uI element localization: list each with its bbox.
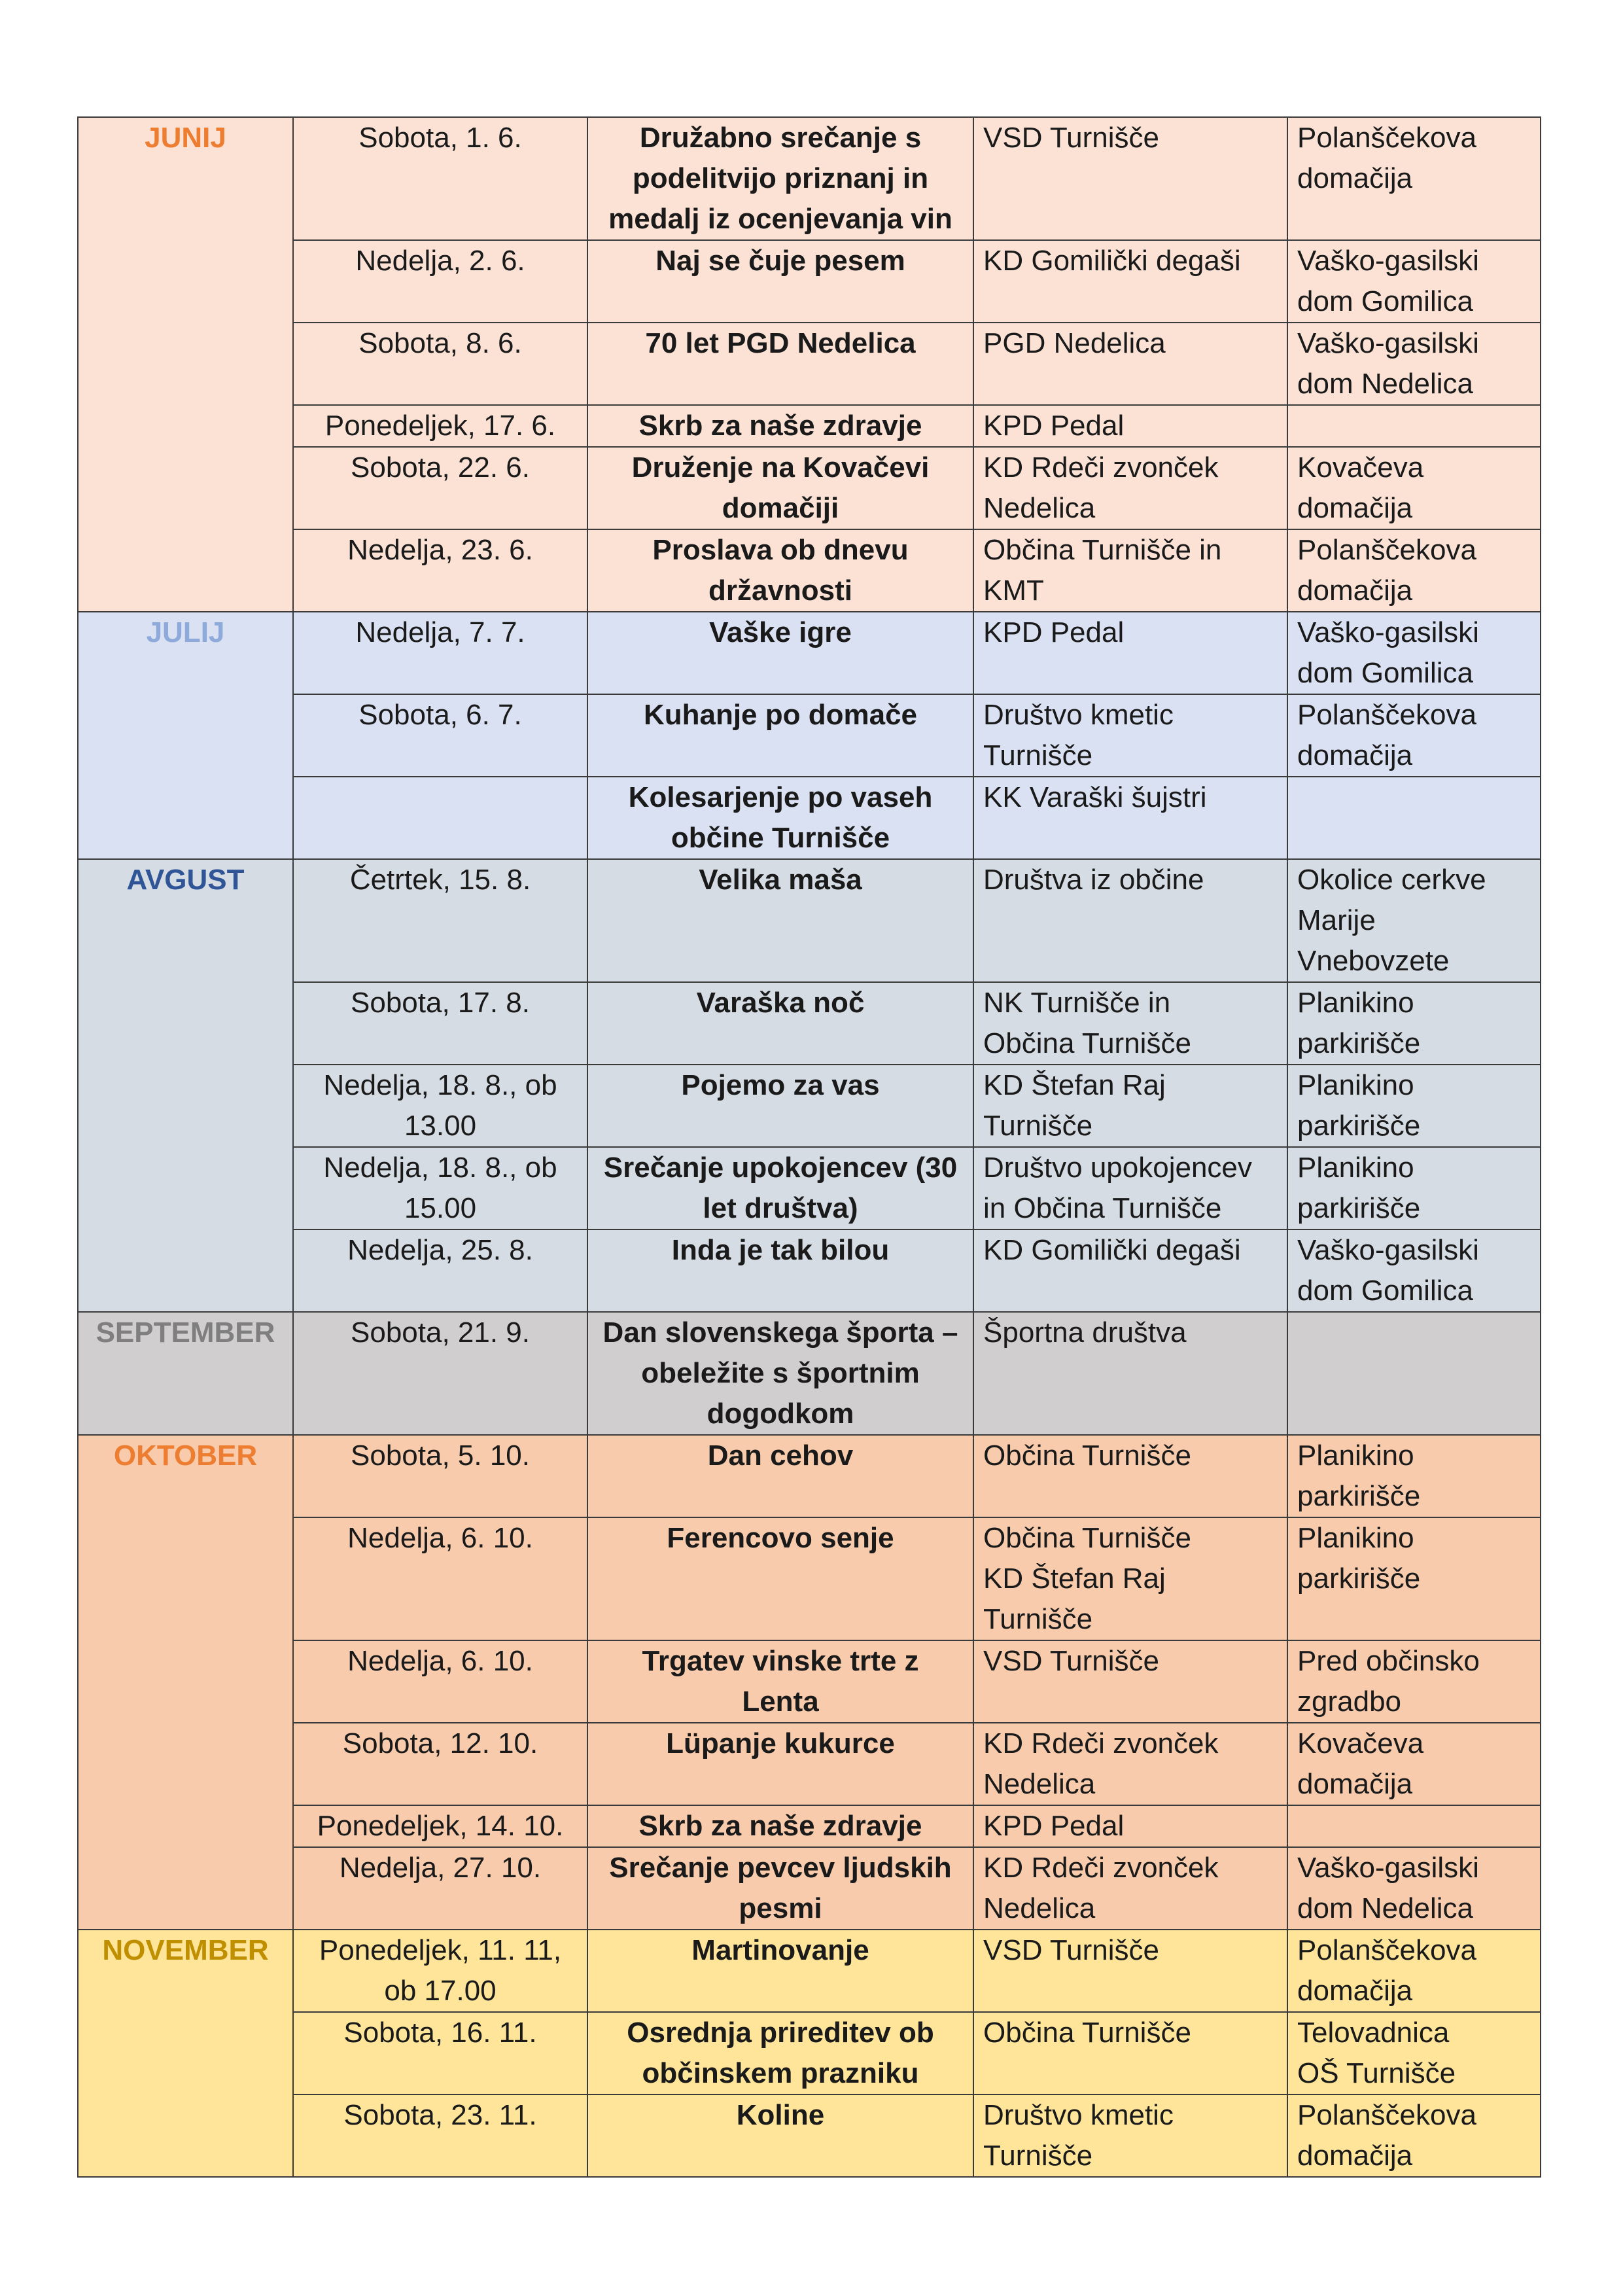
cell-text-line: Skrb za naše zdravje bbox=[638, 410, 922, 442]
event-row bbox=[78, 1065, 1541, 1147]
event-date-cell bbox=[293, 1805, 587, 1847]
cell-text-line: dom Gomilica bbox=[1297, 285, 1473, 317]
cell-text-line: KD Štefan Raj bbox=[983, 1563, 1166, 1595]
cell-text-line: VSD Turnišče bbox=[983, 1645, 1159, 1677]
event-row bbox=[78, 323, 1541, 405]
event-venue-cell bbox=[1287, 2094, 1541, 2177]
event-date-cell bbox=[293, 2094, 587, 2177]
cell-text-line: Polanščekova bbox=[1297, 534, 1476, 566]
cell-text-line: Vaško-gasilski bbox=[1297, 1852, 1479, 1884]
event-name-cell bbox=[587, 117, 973, 240]
cell-text-line: Planikino bbox=[1297, 1439, 1414, 1472]
month-label: JULIJ bbox=[78, 612, 293, 859]
cell-text-line: KPD Pedal bbox=[983, 410, 1125, 442]
event-date-cell bbox=[293, 1930, 587, 2012]
event-date-cell bbox=[293, 1723, 587, 1805]
cell-text-line: NK Turnišče in bbox=[983, 987, 1171, 1019]
cell-text-line: Srečanje upokojencev (30 bbox=[603, 1152, 958, 1184]
cell-text-line: dom Gomilica bbox=[1297, 657, 1473, 689]
cell-text-line: parkirišče bbox=[1297, 1480, 1421, 1512]
cell-text-line: Kuhanje po domače bbox=[643, 699, 918, 731]
event-name-cell bbox=[587, 2012, 973, 2094]
cell-text-line: pesmi bbox=[739, 1892, 822, 1924]
cell-text-line: Nedelja, 27. 10. bbox=[339, 1852, 542, 1884]
event-date-cell bbox=[293, 447, 587, 529]
cell-text-line: podelitvijo priznanj in bbox=[632, 162, 929, 194]
event-date-cell bbox=[293, 1312, 587, 1435]
cell-text-line: domačiji bbox=[722, 492, 839, 524]
cell-text-line: domačija bbox=[1297, 739, 1413, 771]
event-date-cell bbox=[293, 1065, 587, 1147]
cell-text-line: Dan cehov bbox=[707, 1439, 854, 1472]
event-venue-cell bbox=[1287, 1930, 1541, 2012]
cell-text-line: Nedelica bbox=[983, 492, 1096, 524]
event-name-cell bbox=[587, 1312, 973, 1435]
event-organizer-cell bbox=[973, 1435, 1287, 1517]
event-name-cell bbox=[587, 2094, 973, 2177]
event-row bbox=[78, 405, 1541, 447]
cell-text-line: Srečanje pevcev ljudskih bbox=[609, 1852, 952, 1884]
cell-text-line: Sobota, 12. 10. bbox=[342, 1727, 538, 1759]
cell-text-line: občine Turnišče bbox=[671, 822, 890, 854]
event-row bbox=[78, 1147, 1541, 1229]
cell-text-line: 13.00 bbox=[404, 1110, 477, 1142]
cell-text-line: Kovačeva bbox=[1297, 451, 1424, 484]
cell-text-line: Vaško-gasilski bbox=[1297, 616, 1479, 648]
cell-text-line: Vaško-gasilski bbox=[1297, 327, 1479, 359]
cell-text-line: Vaške igre bbox=[709, 616, 852, 648]
event-venue-cell bbox=[1287, 982, 1541, 1065]
event-venue-cell bbox=[1287, 529, 1541, 612]
event-venue-cell bbox=[1287, 240, 1541, 323]
cell-text-line: Ponedeljek, 17. 6. bbox=[324, 410, 556, 442]
event-row bbox=[78, 1723, 1541, 1805]
cell-text-line: Inda je tak bilou bbox=[671, 1234, 890, 1266]
cell-text-line: Dan slovenskega športa – bbox=[602, 1316, 958, 1349]
event-date-cell bbox=[293, 1517, 587, 1640]
event-name-cell bbox=[587, 1805, 973, 1847]
event-date-cell bbox=[293, 117, 587, 240]
event-venue-cell bbox=[1287, 405, 1541, 447]
cell-text-line: Druženje na Kovačevi bbox=[631, 451, 930, 484]
cell-text-line: Okolice cerkve bbox=[1297, 864, 1486, 896]
event-date-cell bbox=[293, 240, 587, 323]
cell-text-line: Vaško-gasilski bbox=[1297, 245, 1479, 277]
cell-text-line: Marije bbox=[1297, 904, 1376, 936]
event-row bbox=[78, 1805, 1541, 1847]
event-name-cell bbox=[587, 323, 973, 405]
event-venue-cell bbox=[1287, 1517, 1541, 1640]
event-name-cell bbox=[587, 1147, 973, 1229]
cell-text-line: VSD Turnišče bbox=[983, 1934, 1159, 1966]
cell-text-line: Občina Turnišče bbox=[983, 1027, 1191, 1059]
event-row bbox=[78, 1640, 1541, 1723]
event-row bbox=[78, 240, 1541, 323]
cell-text-line: Proslava ob dnevu bbox=[652, 534, 909, 566]
cell-text-line: Planikino bbox=[1297, 1069, 1414, 1101]
event-organizer-cell bbox=[973, 2094, 1287, 2177]
event-date-cell bbox=[293, 612, 587, 694]
event-row bbox=[78, 1930, 1541, 2012]
event-organizer-cell bbox=[973, 612, 1287, 694]
cell-text-line: domačija bbox=[1297, 2140, 1413, 2172]
event-name-cell bbox=[587, 982, 973, 1065]
event-organizer-cell bbox=[973, 1930, 1287, 2012]
event-venue-cell bbox=[1287, 777, 1541, 859]
cell-text-line: Planikino bbox=[1297, 987, 1414, 1019]
event-name-cell bbox=[587, 1229, 973, 1312]
cell-text-line: parkirišče bbox=[1297, 1027, 1421, 1059]
cell-text-line: KD Gomilički degaši bbox=[983, 1234, 1241, 1266]
cell-text-line: Velika maša bbox=[699, 864, 862, 896]
event-name-cell bbox=[587, 240, 973, 323]
event-date-cell bbox=[293, 1147, 587, 1229]
event-name-cell bbox=[587, 859, 973, 982]
event-organizer-cell bbox=[973, 405, 1287, 447]
event-organizer-cell bbox=[973, 1847, 1287, 1930]
cell-text-line: Osrednja prireditev ob bbox=[627, 2017, 934, 2049]
event-date-cell bbox=[293, 529, 587, 612]
cell-text-line: Sobota, 5. 10. bbox=[351, 1439, 530, 1472]
event-venue-cell bbox=[1287, 1723, 1541, 1805]
cell-text-line: Sobota, 21. 9. bbox=[351, 1316, 530, 1349]
event-date-cell bbox=[293, 982, 587, 1065]
events-table bbox=[77, 116, 1541, 2178]
event-name-cell bbox=[587, 694, 973, 777]
cell-text-line: Nedelja, 23. 6. bbox=[347, 534, 533, 566]
event-name-cell bbox=[587, 1435, 973, 1517]
event-row bbox=[78, 612, 1541, 694]
cell-text-line: Naj se čuje pesem bbox=[655, 245, 905, 277]
cell-text-line: Četrtek, 15. 8. bbox=[349, 864, 531, 896]
event-name-cell bbox=[587, 1065, 973, 1147]
event-row bbox=[78, 529, 1541, 612]
cell-text-line: Nedelja, 6. 10. bbox=[347, 1645, 533, 1677]
cell-text-line: dogodkom bbox=[707, 1398, 854, 1430]
cell-text-line: Nedelica bbox=[983, 1892, 1096, 1924]
cell-text-line: let društva) bbox=[703, 1192, 858, 1224]
cell-text-line: Polanščekova bbox=[1297, 699, 1476, 731]
event-organizer-cell bbox=[973, 694, 1287, 777]
cell-text-line: Sobota, 16. 11. bbox=[343, 2017, 537, 2049]
event-venue-cell bbox=[1287, 694, 1541, 777]
event-organizer-cell bbox=[973, 1640, 1287, 1723]
cell-text-line: VSD Turnišče bbox=[983, 122, 1159, 154]
cell-text-line: Občina Turnišče bbox=[983, 2017, 1191, 2049]
event-date-cell bbox=[293, 694, 587, 777]
cell-text-line: parkirišče bbox=[1297, 1110, 1421, 1142]
cell-text-line: Varaška noč bbox=[696, 987, 865, 1019]
cell-text-line: Sobota, 23. 11. bbox=[343, 2099, 537, 2131]
cell-text-line: Društvo kmetic bbox=[983, 2099, 1174, 2131]
cell-text-line: Polanščekova bbox=[1297, 1934, 1476, 1966]
cell-text-line: Nedelja, 18. 8., ob bbox=[323, 1069, 557, 1101]
event-row bbox=[78, 777, 1541, 859]
event-name-cell bbox=[587, 1517, 973, 1640]
cell-text-line: Turnišče bbox=[983, 739, 1093, 771]
cell-text-line: Kolesarjenje po vaseh bbox=[628, 781, 933, 813]
cell-text-line: Turnišče bbox=[983, 1603, 1093, 1635]
cell-text-line: OŠ Turnišče bbox=[1297, 2057, 1456, 2089]
event-row bbox=[78, 1847, 1541, 1930]
event-organizer-cell bbox=[973, 777, 1287, 859]
event-row bbox=[78, 1435, 1541, 1517]
cell-text-line: Martinovanje bbox=[691, 1934, 869, 1966]
cell-text-line: obeležite s športnim bbox=[641, 1357, 920, 1389]
cell-text-line: Vnebovzete bbox=[1297, 945, 1450, 977]
events-table-body bbox=[78, 117, 1541, 2177]
cell-text-line: Sobota, 22. 6. bbox=[351, 451, 530, 484]
cell-text-line: Koline bbox=[736, 2099, 825, 2131]
event-organizer-cell bbox=[973, 1723, 1287, 1805]
cell-text-line: Nedelja, 7. 7. bbox=[355, 616, 525, 648]
event-venue-cell bbox=[1287, 612, 1541, 694]
event-row bbox=[78, 859, 1541, 982]
cell-text-line: Društvo kmetic bbox=[983, 699, 1174, 731]
cell-text-line: Trgatev vinske trte z bbox=[642, 1645, 919, 1677]
event-name-cell bbox=[587, 1930, 973, 2012]
cell-text-line: parkirišče bbox=[1297, 1192, 1421, 1224]
event-row bbox=[78, 982, 1541, 1065]
cell-text-line: Občina Turnišče bbox=[983, 1439, 1191, 1472]
cell-text-line: KD Rdeči zvonček bbox=[983, 451, 1219, 484]
event-organizer-cell bbox=[973, 117, 1287, 240]
cell-text-line: ob 17.00 bbox=[384, 1975, 497, 2007]
event-name-cell bbox=[587, 1723, 973, 1805]
cell-text-line: domačija bbox=[1297, 574, 1413, 607]
cell-text-line: Društva iz občine bbox=[983, 864, 1204, 896]
event-organizer-cell bbox=[973, 1147, 1287, 1229]
event-date-cell bbox=[293, 777, 587, 859]
cell-text-line: Društvo upokojencev bbox=[983, 1152, 1252, 1184]
event-venue-cell bbox=[1287, 1805, 1541, 1847]
event-name-cell bbox=[587, 1640, 973, 1723]
cell-text-line: KPD Pedal bbox=[983, 616, 1125, 648]
cell-text-line: Vaško-gasilski bbox=[1297, 1234, 1479, 1266]
cell-text-line: Občina Turnišče in bbox=[983, 534, 1222, 566]
cell-text-line: domačija bbox=[1297, 492, 1413, 524]
event-date-cell bbox=[293, 2012, 587, 2094]
cell-text-line: Turnišče bbox=[983, 1110, 1093, 1142]
cell-text-line: KMT bbox=[983, 574, 1044, 607]
cell-text-line: Nedelja, 6. 10. bbox=[347, 1522, 533, 1554]
event-organizer-cell bbox=[973, 529, 1287, 612]
event-venue-cell bbox=[1287, 1847, 1541, 1930]
event-organizer-cell bbox=[973, 1517, 1287, 1640]
event-name-cell bbox=[587, 447, 973, 529]
event-organizer-cell bbox=[973, 1312, 1287, 1435]
cell-text-line: Polanščekova bbox=[1297, 122, 1476, 154]
month-label: OKTOBER bbox=[78, 1435, 293, 1930]
cell-text-line: Športna društva bbox=[983, 1316, 1187, 1349]
event-venue-cell bbox=[1287, 1435, 1541, 1517]
cell-text-line: KD Gomilički degaši bbox=[983, 245, 1241, 277]
event-organizer-cell bbox=[973, 2012, 1287, 2094]
cell-text-line: Sobota, 17. 8. bbox=[351, 987, 530, 1019]
cell-text-line: Družabno srečanje s bbox=[639, 122, 922, 154]
cell-text-line: občinskem prazniku bbox=[642, 2057, 919, 2089]
event-organizer-cell bbox=[973, 447, 1287, 529]
event-name-cell bbox=[587, 777, 973, 859]
cell-text-line: Ponedeljek, 14. 10. bbox=[317, 1810, 564, 1842]
month-label: JUNIJ bbox=[78, 117, 293, 612]
event-row bbox=[78, 2012, 1541, 2094]
cell-text-line: Sobota, 6. 7. bbox=[358, 699, 522, 731]
cell-text-line: Polanščekova bbox=[1297, 2099, 1476, 2131]
cell-text-line: Nedelica bbox=[983, 1768, 1096, 1800]
month-label: NOVEMBER bbox=[78, 1930, 293, 2177]
cell-text-line: in Občina Turnišče bbox=[983, 1192, 1222, 1224]
event-date-cell bbox=[293, 1640, 587, 1723]
cell-text-line: Nedelja, 25. 8. bbox=[347, 1234, 533, 1266]
cell-text-line: Pojemo za vas bbox=[681, 1069, 880, 1101]
cell-text-line: Planikino bbox=[1297, 1152, 1414, 1184]
cell-text-line: Nedelja, 18. 8., ob bbox=[323, 1152, 557, 1184]
event-name-cell bbox=[587, 1847, 973, 1930]
cell-text-line: KD Rdeči zvonček bbox=[983, 1727, 1219, 1759]
event-venue-cell bbox=[1287, 117, 1541, 240]
cell-text-line: PGD Nedelica bbox=[983, 327, 1166, 359]
event-date-cell bbox=[293, 405, 587, 447]
event-venue-cell bbox=[1287, 1065, 1541, 1147]
cell-text-line: dom Nedelica bbox=[1297, 368, 1474, 400]
event-venue-cell bbox=[1287, 323, 1541, 405]
event-organizer-cell bbox=[973, 982, 1287, 1065]
event-date-cell bbox=[293, 859, 587, 982]
event-venue-cell bbox=[1287, 1229, 1541, 1312]
event-row bbox=[78, 1229, 1541, 1312]
event-name-cell bbox=[587, 612, 973, 694]
event-date-cell bbox=[293, 1847, 587, 1930]
event-name-cell bbox=[587, 405, 973, 447]
cell-text-line: parkirišče bbox=[1297, 1563, 1421, 1595]
cell-text-line: Kovačeva bbox=[1297, 1727, 1424, 1759]
cell-text-line: KD Rdeči zvonček bbox=[983, 1852, 1219, 1884]
cell-text-line: Pred občinsko bbox=[1297, 1645, 1480, 1677]
event-organizer-cell bbox=[973, 859, 1287, 982]
event-venue-cell bbox=[1287, 447, 1541, 529]
event-organizer-cell bbox=[973, 1229, 1287, 1312]
cell-text-line: Telovadnica bbox=[1297, 2017, 1450, 2049]
cell-text-line: KPD Pedal bbox=[983, 1810, 1125, 1842]
cell-text-line: dom Gomilica bbox=[1297, 1275, 1473, 1307]
cell-text-line: Ferencovo senje bbox=[667, 1522, 894, 1554]
cell-text-line: medalj iz ocenjevanja vin bbox=[608, 203, 952, 235]
cell-text-line: državnosti bbox=[708, 574, 853, 607]
event-row bbox=[78, 447, 1541, 529]
event-row bbox=[78, 2094, 1541, 2177]
month-label: AVGUST bbox=[78, 859, 293, 1312]
event-venue-cell bbox=[1287, 859, 1541, 982]
cell-text-line: Lüpanje kukurce bbox=[666, 1727, 895, 1759]
event-venue-cell bbox=[1287, 1147, 1541, 1229]
month-label: SEPTEMBER bbox=[78, 1312, 293, 1435]
event-date-cell bbox=[293, 1435, 587, 1517]
event-date-cell bbox=[293, 1229, 587, 1312]
cell-text-line: KK Varaški šujstri bbox=[983, 781, 1207, 813]
cell-text-line: 70 let PGD Nedelica bbox=[645, 327, 916, 359]
event-organizer-cell bbox=[973, 1065, 1287, 1147]
cell-text-line: Občina Turnišče bbox=[983, 1522, 1191, 1554]
event-organizer-cell bbox=[973, 323, 1287, 405]
cell-text-line: KD Štefan Raj bbox=[983, 1069, 1166, 1101]
cell-text-line: Ponedeljek, 11. 11, bbox=[319, 1934, 562, 1966]
cell-text-line: Skrb za naše zdravje bbox=[638, 1810, 922, 1842]
cell-text-line: zgradbo bbox=[1297, 1686, 1402, 1718]
event-venue-cell bbox=[1287, 1312, 1541, 1435]
event-row bbox=[78, 1517, 1541, 1640]
event-row bbox=[78, 117, 1541, 240]
cell-text-line: Turnišče bbox=[983, 2140, 1093, 2172]
event-row bbox=[78, 694, 1541, 777]
cell-text-line: domačija bbox=[1297, 1768, 1413, 1800]
cell-text-line: Lenta bbox=[742, 1686, 819, 1718]
cell-text-line: Planikino bbox=[1297, 1522, 1414, 1554]
event-row bbox=[78, 1312, 1541, 1435]
event-venue-cell bbox=[1287, 2012, 1541, 2094]
event-organizer-cell bbox=[973, 1805, 1287, 1847]
event-organizer-cell bbox=[973, 240, 1287, 323]
cell-text-line: Sobota, 1. 6. bbox=[358, 122, 522, 154]
cell-text-line: domačija bbox=[1297, 162, 1413, 194]
event-date-cell bbox=[293, 323, 587, 405]
cell-text-line: 15.00 bbox=[404, 1192, 477, 1224]
event-venue-cell bbox=[1287, 1640, 1541, 1723]
event-name-cell bbox=[587, 529, 973, 612]
cell-text-line: domačija bbox=[1297, 1975, 1413, 2007]
cell-text-line: Sobota, 8. 6. bbox=[358, 327, 522, 359]
cell-text-line: dom Nedelica bbox=[1297, 1892, 1474, 1924]
cell-text-line: Nedelja, 2. 6. bbox=[355, 245, 525, 277]
